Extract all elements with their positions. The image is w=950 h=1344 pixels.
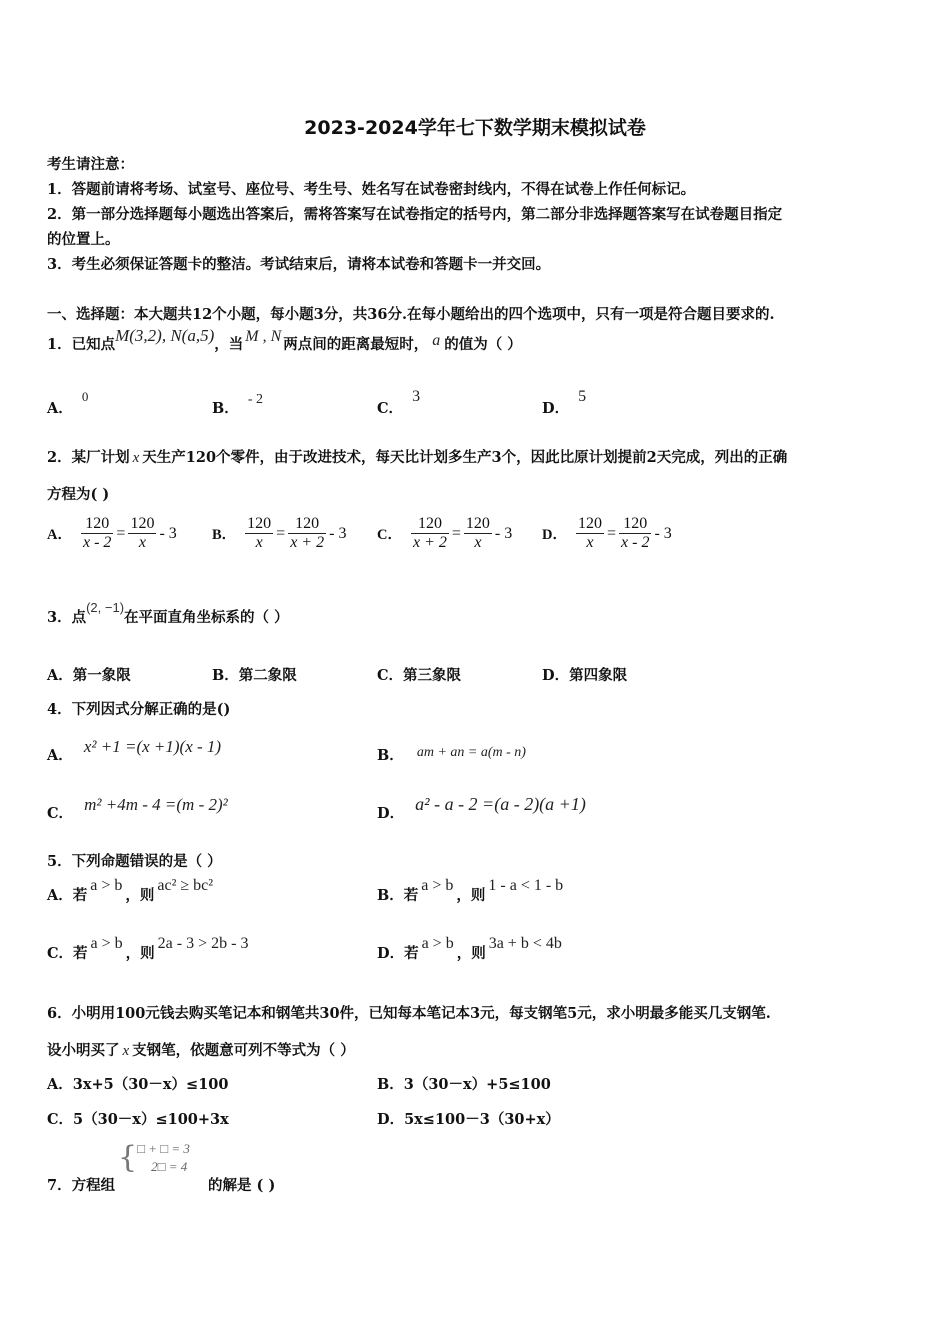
q2-b-frac-1 [245, 515, 273, 552]
q4-option-c-label: C． [47, 805, 74, 822]
q2-a-frac-2 [128, 515, 156, 552]
q5-option-a-label: A．若 [47, 887, 88, 904]
q5-option-b-result: 1 - a < 1 - b [488, 877, 564, 894]
q1-option-d-label: D． [542, 400, 570, 417]
page-title: 2023-2024学年七下数学期末模拟试卷 [304, 117, 646, 139]
notice-item-3: 3．考生必须保证答题卡的整洁。考试结束后，请将本试卷和答题卡一并交回。 [47, 256, 551, 273]
q6-line2 [47, 1039, 355, 1060]
notice-item-1: 1．答题前请将考场、试室号、座位号、考生号、姓名写在试卷密封线内，不得在试卷上作任何标记。 [47, 181, 696, 198]
q4-option-a-expr: x² +1 =(x +1)(x - 1) [83, 737, 222, 756]
q2-a-tail: - 3 [159, 524, 177, 542]
notice-item-2-cont: 的位置上。 [47, 231, 120, 248]
q5-option-d-cond: a > b [421, 935, 454, 952]
q2-option-c-label: C． [377, 527, 402, 543]
q4-option-d-label: D． [377, 805, 405, 822]
q5-option-d-result: 3a + b < 4b [488, 935, 562, 952]
q2-a-frac-1 [81, 515, 113, 552]
q5-option-d [377, 935, 562, 963]
q2-c-frac-1 [411, 515, 449, 552]
q4-option-d [377, 794, 586, 822]
question-5: 5．下列命题错误的是（ ） [47, 853, 222, 870]
q6-line2-a: 设小明买了 [47, 1042, 120, 1059]
q5-option-a [47, 877, 214, 905]
notice-item-2: 2．第一部分选择题每小题选出答案后，需将答案写在试卷指定的括号内，第二部分非选择题答案写在试卷题目指定 [47, 206, 783, 223]
q2-line2: 方程为( ) [47, 486, 110, 503]
q5-option-c-cond: a > b [90, 935, 123, 952]
q2-d-den-1: x [586, 534, 594, 551]
q1-option-c-label: C． [377, 400, 404, 417]
q5-option-d-label: D．若 [377, 945, 419, 962]
q6-line2-b: 支钢笔，依题意可列不等式为（ ） [132, 1042, 355, 1059]
q5-option-c-label: C．若 [47, 945, 88, 962]
q2-b-tail: - 3 [329, 524, 347, 542]
q5-option-d-then: ，则 [456, 945, 486, 962]
q3-prefix: 3．点 [47, 609, 87, 626]
q3-point: (2, −1) [86, 600, 125, 615]
q2-d-tail: - 3 [654, 524, 672, 542]
q2-a-den-2: x [138, 534, 146, 551]
q3-option-d: D．第四象限 [542, 667, 628, 684]
q2-line1-b: 天生产120个零件，由于改进技术，每天比计划多生产3个，因此比原计划提前2天完成，列出的正确 [142, 449, 788, 466]
q6-option-c: C．5（30－x）≤100+3x [47, 1111, 229, 1128]
q2-a-num-2: 120 [130, 515, 155, 532]
q5-option-a-cond: a > b [90, 877, 123, 894]
q2-c-eq: = [451, 524, 461, 542]
q5-option-b [377, 877, 564, 905]
q2-c-num-1: 120 [411, 515, 449, 534]
q5-option-c-result: 2a - 3 > 2b - 3 [157, 935, 249, 952]
q1-points: M(3,2), N(a,5) [115, 326, 215, 345]
q2-c-tail: - 3 [494, 524, 513, 542]
q2-line1-a: 2．某厂计划 [47, 449, 130, 466]
q2-a-num-1: 120 [81, 515, 113, 534]
q2-d-eq: = [606, 524, 617, 542]
q1-option-b-label: B． [212, 400, 239, 417]
q2-option-a-label: A． [47, 527, 72, 543]
question-4: 4．下列因式分解正确的是() [47, 701, 231, 718]
q2-d-frac-2 [619, 515, 651, 552]
question-6: 6．小明用100元钱去购买笔记本和钢笔共30件，已知每本笔记本3元，每支钢笔5元，求小明最多能买几支钢笔. [47, 1005, 771, 1022]
q4-option-a [47, 736, 222, 764]
q4-option-c-expr: m² +4m - 4 =(m - 2)² [84, 795, 228, 814]
q2-option-b [212, 515, 346, 552]
q2-d-num-2: 120 [619, 515, 651, 534]
q1-mid2: 两点间的距离最短时， [283, 336, 429, 353]
q2-b-frac-2 [288, 515, 326, 552]
q4-option-a-label: A． [47, 747, 73, 764]
q2-c-num-2: 120 [465, 515, 490, 532]
q2-option-d [542, 515, 672, 552]
q1-suffix: 的值为（ ） [444, 336, 522, 353]
q5-option-a-then: ，则 [125, 887, 155, 904]
q5-option-b-cond: a > b [421, 877, 454, 894]
q3-option-c: C．第三象限 [377, 667, 462, 684]
q2-a-den-1: x - 2 [82, 534, 112, 551]
q4-option-b-expr: am + an = a(m - n) [416, 745, 526, 760]
q2-d-den-2: x - 2 [621, 534, 650, 551]
question-3 [47, 600, 289, 627]
q6-option-a: A．3x+5（30－x）≤100 [47, 1076, 229, 1093]
q2-b-den-1: x [255, 534, 263, 551]
q5-option-b-then: ，则 [456, 887, 486, 904]
q1-option-a-label: A． [47, 400, 73, 417]
q5-option-c-then: ，则 [125, 945, 155, 962]
notice-heading: 考生请注意： [47, 156, 134, 173]
q4-option-b-label: B． [377, 747, 404, 764]
q2-option-d-label: D． [542, 527, 567, 543]
section-heading: 一、选择题：本大题共12个小题，每小题3分，共36分.在每小题给出的四个选项中，只有一项是符合题目要求的. [47, 306, 775, 323]
q2-option-a [47, 515, 177, 552]
q1-prefix: 1．已知点 [47, 336, 116, 353]
question-2 [47, 446, 787, 467]
q2-c-frac-2 [464, 515, 492, 552]
q1-mn: M , N [245, 328, 282, 345]
q2-a-eq: = [116, 524, 126, 542]
q1-option-a [47, 385, 89, 417]
q1-var: a [432, 332, 441, 349]
q1-option-c [377, 385, 421, 417]
q2-option-b-label: B． [212, 527, 237, 543]
q5-option-b-label: B．若 [377, 887, 419, 904]
q2-c-den-2: x [474, 534, 482, 551]
q7-eq-2: 2□ = 4 [151, 1159, 188, 1174]
q1-option-b [212, 387, 264, 417]
q5-option-c [47, 935, 249, 963]
q1-option-b-value: - 2 [247, 392, 264, 407]
q3-option-b: B．第二象限 [212, 667, 297, 684]
q7-prefix: 7．方程组 [47, 1177, 116, 1194]
q2-b-num-2: 120 [288, 515, 326, 534]
q4-option-c [47, 794, 228, 822]
q7-brace: { [118, 1140, 138, 1175]
q2-b-den-2: x + 2 [290, 534, 325, 551]
q1-mid: ，当 [214, 336, 244, 353]
q1-option-d [542, 385, 587, 417]
q7-equation-system [118, 1140, 190, 1176]
q1-option-d-value: 5 [578, 388, 587, 405]
q2-b-eq: = [276, 524, 286, 542]
q6-option-d: D．5x≤100－3（30+x） [377, 1111, 560, 1128]
q6-var-x: x [122, 1043, 130, 1059]
q2-var-x: x [132, 450, 140, 466]
q7-suffix: 的解是 ( ) [208, 1177, 276, 1194]
q1-option-c-value: 3 [412, 388, 421, 405]
q5-option-a-result: ac² ≥ bc² [157, 877, 214, 894]
q4-option-d-expr: a² - a - 2 =(a - 2)(a +1) [415, 794, 586, 814]
q2-d-num-1: 120 [577, 515, 602, 532]
q1-option-a-value: 0 [81, 389, 89, 404]
q2-option-c [377, 515, 512, 552]
q7-eq-1: □ + □ = 3 [137, 1141, 190, 1156]
q3-option-a: A．第一象限 [47, 667, 131, 684]
q2-b-num-1: 120 [247, 515, 272, 532]
q7-equations [137, 1140, 190, 1176]
q3-suffix: 在平面直角坐标系的（ ） [124, 609, 289, 626]
q2-d-frac-1 [576, 515, 604, 552]
q6-option-b: B．3（30－x）+5≤100 [377, 1076, 551, 1093]
question-1 [47, 326, 522, 356]
q2-c-den-1: x + 2 [412, 534, 447, 551]
q4-option-b [377, 740, 526, 764]
